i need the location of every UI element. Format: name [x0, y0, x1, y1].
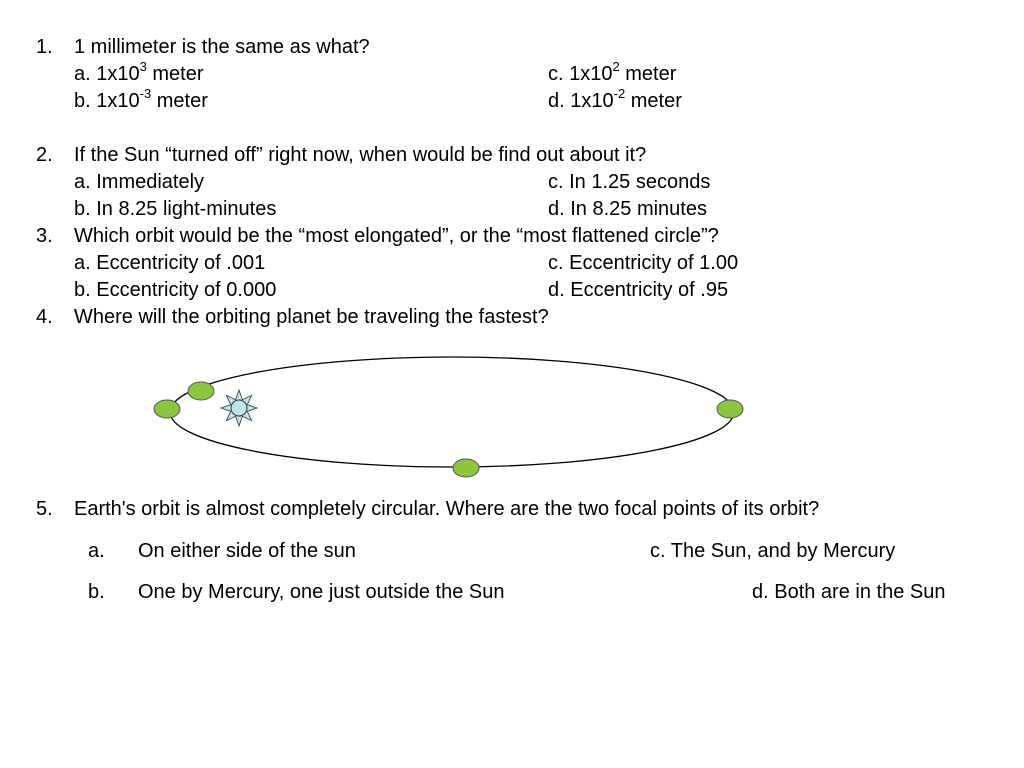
question-5-option-b-letter: b. [88, 581, 105, 603]
question-3-option-d: d. Eccentricity of .95 [548, 279, 729, 301]
question-1-number: 1. [36, 36, 53, 58]
question-3-option-b: b. Eccentricity of 0.000 [74, 279, 277, 301]
question-3-text: Which orbit would be the “most elongated”, or the “most flattened circle”? [74, 225, 719, 247]
question-1-option-a: a. $1x10^3$ meter [74, 59, 204, 85]
question-1-text: 1 millimeter is the same as what? [74, 36, 370, 58]
question-5-option-a-letter: a. [88, 540, 105, 562]
question-5-option-c: c. The Sun, and by Mercury [650, 540, 896, 562]
planet-left [154, 400, 180, 418]
question-5-option-b: One by Mercury, one just outside the Sun [138, 581, 505, 603]
question-4-text: Where will the orbiting planet be traveling the fastest? [74, 306, 549, 328]
planet-right [717, 400, 743, 418]
question-4-number: 4. [36, 306, 53, 328]
planet-top-left [188, 382, 214, 400]
question-1-option-c: c. $1x10^2$ meter [548, 59, 677, 85]
question-5-text: Earth's orbit is almost completely circular. Where are the two focal points of its orbit? [74, 498, 820, 520]
planet-bottom [453, 459, 479, 477]
question-2-option-c: c. In 1.25 seconds [548, 171, 711, 193]
question-3-number: 3. [36, 225, 53, 247]
orbit-ellipse [170, 357, 734, 467]
question-5-option-d: d. Both are in the Sun [752, 581, 946, 603]
question-3-option-a: a. Eccentricity of .001 [74, 252, 266, 274]
question-3-option-c: c. Eccentricity of 1.00 [548, 252, 739, 274]
question-1-option-d: d. $1x10^{-2}$ meter [548, 86, 682, 112]
question-2-option-b: b. In 8.25 light-minutes [74, 198, 277, 220]
question-1-option-b: b. $1x10^{-3}$ meter [74, 86, 208, 112]
question-2-number: 2. [36, 144, 53, 166]
sun-icon [221, 390, 257, 426]
question-2-text: If the Sun “turned off” right now, when would be find out about it? [74, 144, 647, 166]
question-5-option-a: On either side of the sun [138, 540, 356, 562]
question-5-number: 5. [36, 498, 53, 520]
question-2-option-d: d. In 8.25 minutes [548, 198, 707, 220]
question-2-option-a: a. Immediately [74, 171, 205, 193]
